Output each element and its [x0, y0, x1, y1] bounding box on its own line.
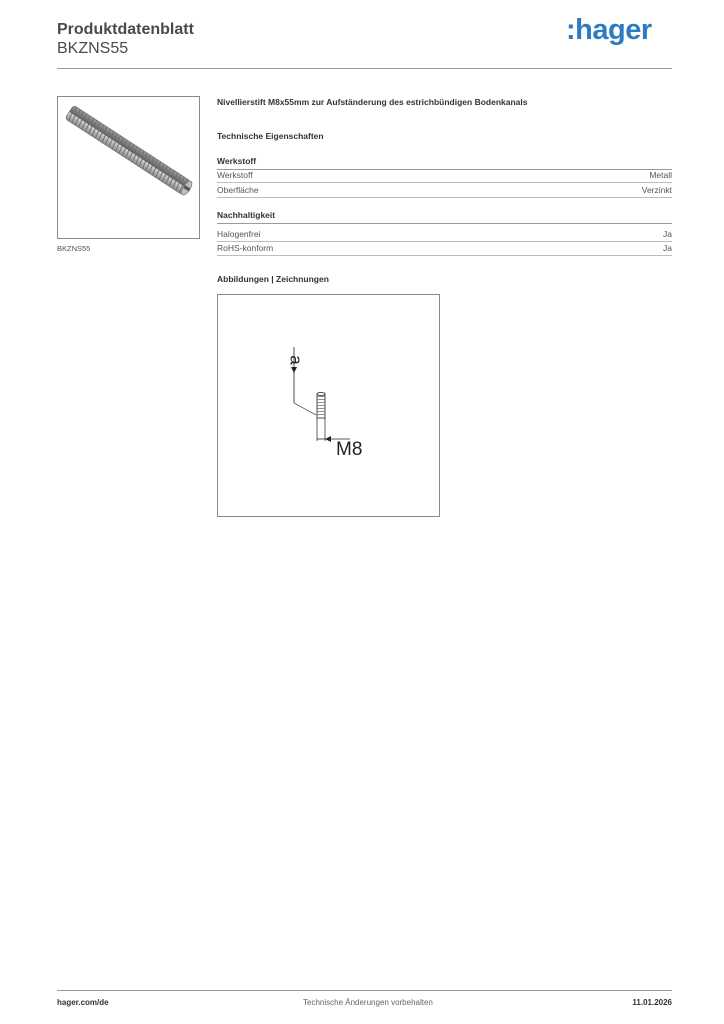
property-row	[217, 228, 672, 242]
article-number: BKZNS55	[57, 40, 129, 57]
property-key: RoHS-konform	[217, 243, 274, 253]
property-value: Ja	[663, 243, 672, 253]
page-title: Produktdatenblatt	[57, 21, 194, 38]
product-image-caption: BKZNS55	[57, 244, 91, 253]
property-value: Ja	[663, 229, 672, 239]
drawings-section-title: Abbildungen | Zeichnungen	[217, 274, 329, 284]
threaded-pin-illustration	[58, 97, 199, 238]
property-row	[217, 242, 672, 256]
footer-notice: Technische Änderungen vorbehalten	[303, 998, 433, 1007]
property-value: Verzinkt	[641, 185, 672, 195]
group-title-werkstoff: Werkstoff	[217, 156, 672, 166]
footer-website: hager.com/de	[57, 998, 109, 1007]
logo-text: hager	[575, 14, 652, 46]
property-key: Werkstoff	[217, 170, 253, 180]
dimension-label-m8: M8	[336, 439, 363, 460]
product-description: Nivellierstift M8x55mm zur Aufständerung des estrichbündigen Bodenkanals	[217, 97, 528, 107]
product-image	[57, 96, 200, 239]
header-divider	[57, 68, 672, 69]
property-key: Halogenfrei	[217, 229, 261, 239]
dimension-drawing	[218, 295, 439, 516]
hager-logo: :hager	[566, 14, 652, 46]
footer-date: 11.01.2026	[632, 998, 672, 1007]
footer-divider	[57, 990, 672, 991]
dimension-label-a: a	[286, 355, 306, 365]
technical-drawing	[217, 294, 440, 517]
property-row	[217, 169, 672, 183]
group-title-nachhaltigkeit: Nachhaltigkeit	[217, 210, 672, 220]
property-value: Metall	[649, 170, 672, 180]
property-key: Oberfläche	[217, 185, 259, 195]
technical-section-title: Technische Eigenschaften	[217, 131, 324, 141]
property-row	[217, 184, 672, 198]
